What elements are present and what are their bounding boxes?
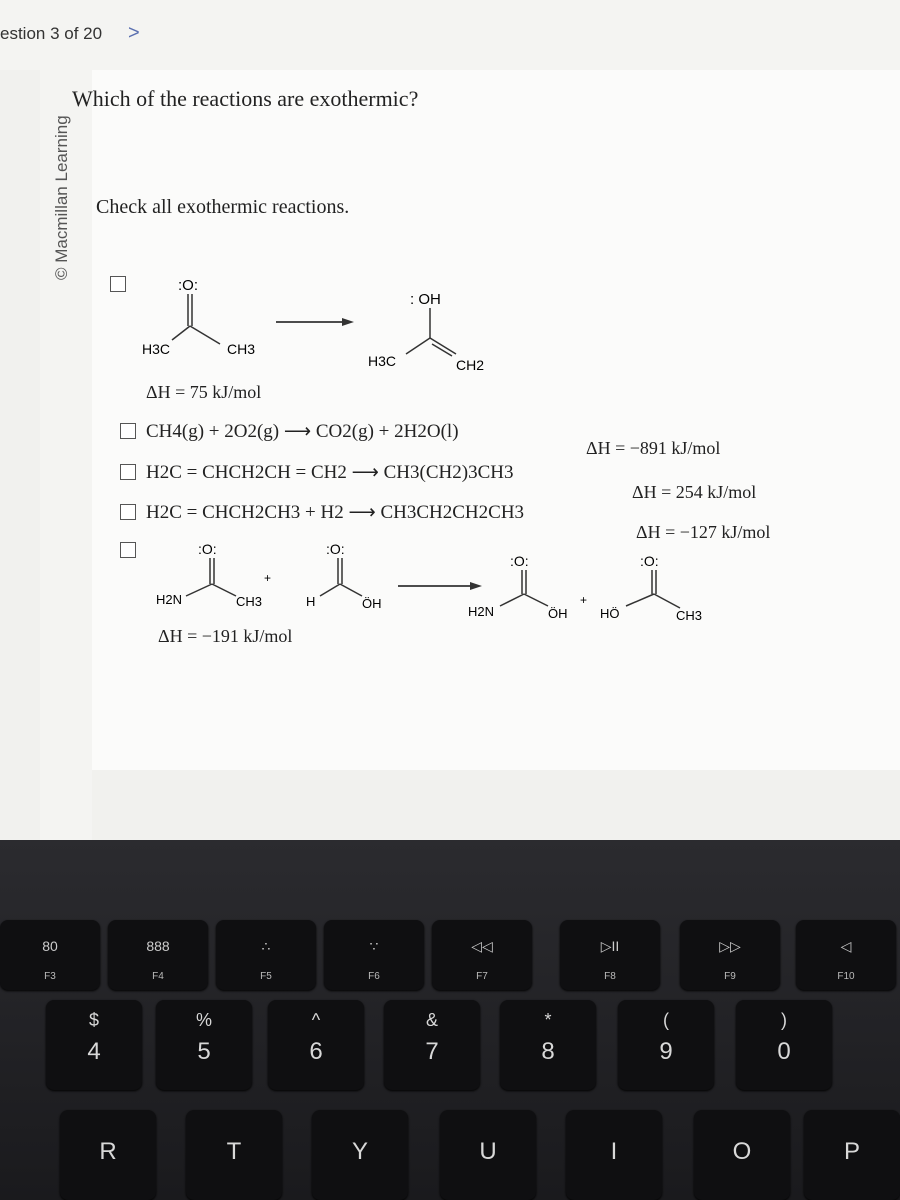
key-o[interactable]: O (694, 1110, 790, 1200)
option-1-checkbox[interactable] (110, 276, 126, 292)
amide-right-group: CH3 (236, 594, 263, 609)
ester-left-group: HÖ (600, 606, 620, 621)
reactant-right-group: CH3 (227, 341, 256, 357)
key-4[interactable]: $ 4 (46, 1000, 142, 1090)
option-5-enthalpy: ΔH = −191 kJ/mol (158, 626, 293, 646)
acid2-right-group: ÖH (548, 606, 568, 621)
acid-o-label: :O: (326, 541, 345, 557)
key-f6[interactable]: ∵ F6 (324, 920, 424, 990)
key-f4[interactable]: 888 F4 (108, 920, 208, 990)
key-p[interactable]: P (804, 1110, 900, 1200)
key-f8[interactable]: ▷II F8 (560, 920, 660, 990)
acid-left-group: H (306, 594, 316, 609)
amide-left-group: H2N (156, 592, 183, 607)
acid-right-group: ÖH (362, 596, 382, 611)
next-question-icon[interactable]: > (128, 22, 140, 44)
option-5-checkbox[interactable] (120, 542, 136, 558)
reactant-left-group: H3C (142, 341, 171, 357)
key-9[interactable]: ( 9 (618, 1000, 714, 1090)
key-r[interactable]: R (60, 1110, 156, 1200)
question-counter: estion 3 of 20 (0, 24, 103, 43)
key-5[interactable]: % 5 (156, 1000, 252, 1090)
question-instruction: Check all exothermic reactions. (96, 196, 350, 218)
key-f3[interactable]: 80 F3 (0, 920, 100, 990)
key-8[interactable]: * 8 (500, 1000, 596, 1090)
option-2-enthalpy: ΔH = −891 kJ/mol (586, 438, 721, 458)
question-title: Which of the reactions are exothermic? (72, 86, 419, 111)
option-4-checkbox[interactable] (120, 504, 136, 520)
option-3-enthalpy: ΔH = 254 kJ/mol (632, 482, 757, 502)
ester-o-label: :O: (640, 553, 659, 569)
key-0[interactable]: ) 0 (736, 1000, 832, 1090)
top-bar (0, 0, 900, 70)
enol-oh-label: : OH (410, 291, 441, 308)
key-6[interactable]: ^ 6 (268, 1000, 364, 1090)
key-y[interactable]: Y (312, 1110, 408, 1200)
plus-sign-2: + (580, 593, 588, 607)
acid2-left-group: H2N (468, 604, 495, 619)
product-right-group: CH2 (456, 357, 485, 373)
reaction-arrow-icon (470, 582, 482, 590)
option-3-checkbox[interactable] (120, 464, 136, 480)
amide2-o-label: :O: (510, 553, 529, 569)
brand-label: © Macmillan Learning (52, 115, 71, 280)
ester-right-group: CH3 (676, 608, 703, 623)
reaction-arrow-icon (342, 318, 354, 326)
option-5-structure (140, 538, 740, 628)
option-4-enthalpy: ΔH = −127 kJ/mol (636, 522, 771, 542)
amide-o-label: :O: (198, 541, 217, 557)
option-3-equation: H2C = CHCH2CH = CH2 ⟶ CH3(CH2)3CH3 (146, 462, 514, 483)
plus-sign-1: + (264, 571, 272, 585)
option-4-equation: H2C = CHCH2CH3 + H2 ⟶ CH3CH2CH2CH3 (146, 502, 525, 523)
key-f7[interactable]: ◁◁ F7 (432, 920, 532, 990)
key-u[interactable]: U (440, 1110, 536, 1200)
key-f5[interactable]: ∴ F5 (216, 920, 316, 990)
product-left-group: H3C (368, 353, 397, 369)
key-7[interactable]: & 7 (384, 1000, 480, 1090)
key-t[interactable]: T (186, 1110, 282, 1200)
key-f9[interactable]: ▷▷ F9 (680, 920, 780, 990)
option-2-checkbox[interactable] (120, 423, 136, 439)
key-i[interactable]: I (566, 1110, 662, 1200)
option-1-structure (130, 268, 530, 378)
carbonyl-o-label: :O: (178, 277, 199, 294)
option-2-equation: CH4(g) + 2O2(g) ⟶ CO2(g) + 2H2O(l) (146, 421, 459, 442)
option-1-enthalpy: ΔH = 75 kJ/mol (146, 382, 262, 402)
key-f10[interactable]: ◁ F10 (796, 920, 896, 990)
